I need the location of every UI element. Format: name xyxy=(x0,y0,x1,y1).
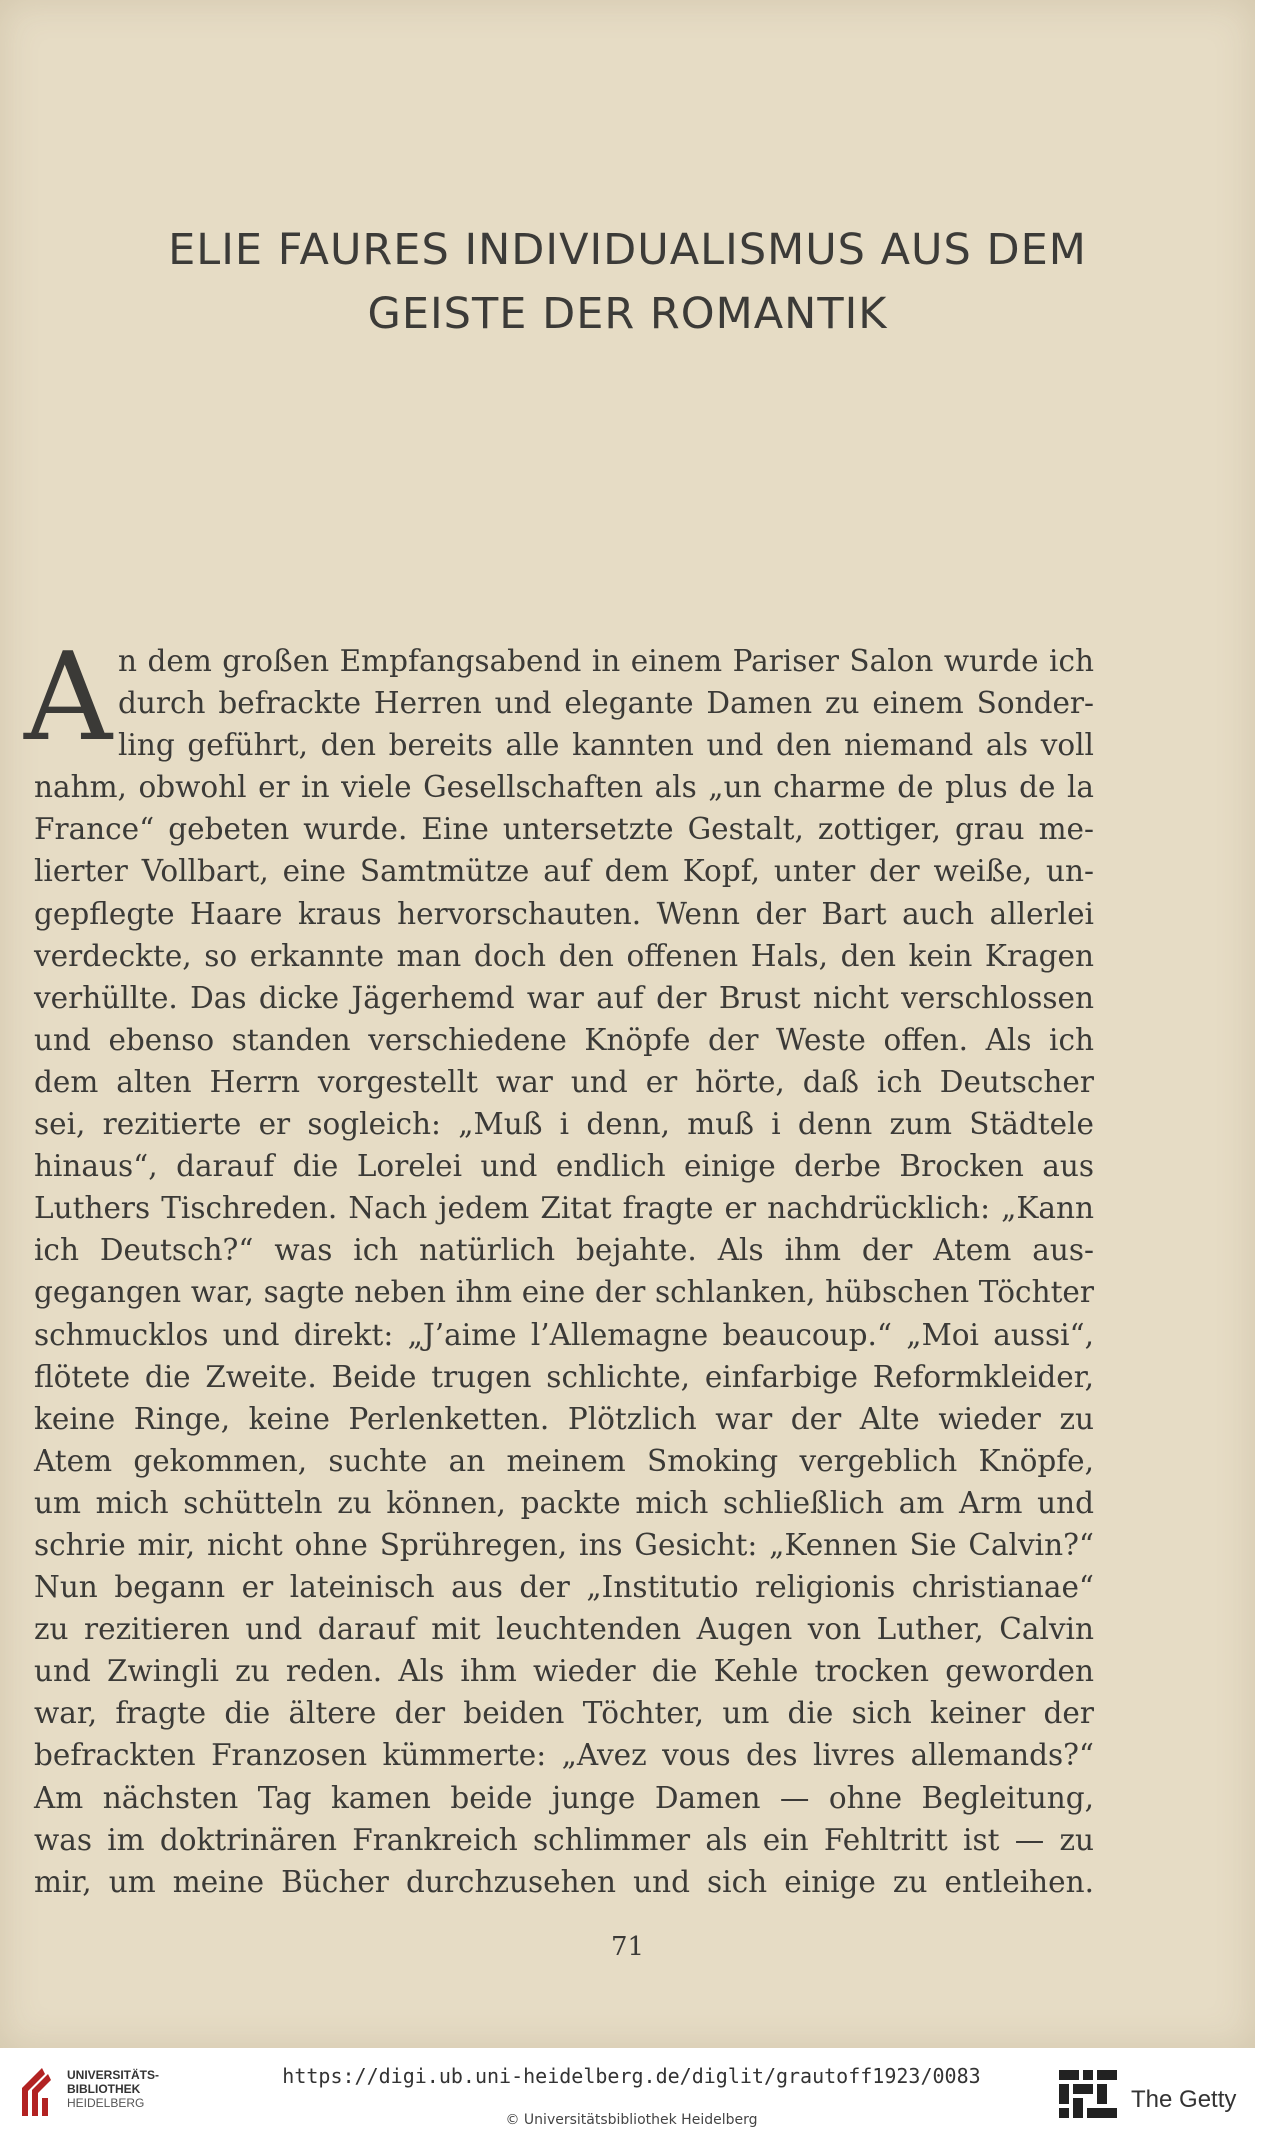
body-paragraph xyxy=(34,640,1094,1903)
text-line: zu rezitieren und darauf mit leuchtenden Augen von Luther, Calvin xyxy=(34,1612,1094,1647)
text-line: mir, um meine Bücher durchzusehen und sich einige zu entleihen. xyxy=(34,1864,1094,1899)
text-line: und ebenso standen verschiedene Knöpfe der Weste offen. Als ich xyxy=(34,1022,1094,1057)
text-line: schrie mir, nicht ohne Sprühregen, ins Gesicht: „Kennen Sie Calvin?“ xyxy=(34,1527,1094,1562)
text-line: flötete die Zweite. Beide trugen schlichte, einfarbige Reformkleider, xyxy=(34,1359,1094,1394)
drop-cap: A xyxy=(24,626,113,768)
text-line: schmucklos und direkt: „J’aime l’Allemagne beaucoup.“ „Moi aussi“, xyxy=(34,1317,1094,1352)
text-line: ich Deutsch?“ was ich natürlich bejahte. Als ihm der Atem aus- xyxy=(34,1233,1094,1268)
text-line: gepflegte Haare kraus hervorschauten. Wenn der Bart auch allerlei xyxy=(34,896,1094,931)
library-name: UNIVERSITÄTS- BIBLIOTHEK HEIDELBERG xyxy=(67,2068,160,2110)
text-line: keine Ringe, keine Perlenketten. Plötzlich war der Alte wieder zu xyxy=(34,1401,1094,1436)
text-line: Nun begann er lateinisch aus der „Institutio religionis christianae“ xyxy=(34,1570,1094,1605)
title-line-1: ELIE FAURES INDIVIDUALISMUS AUS DEM xyxy=(168,225,1087,275)
getty-label: The Getty xyxy=(1131,2086,1237,2113)
text-line: verdeckte, so erkannte man doch den offenen Hals, den kein Kragen xyxy=(34,938,1094,973)
getty-logo[interactable] xyxy=(1055,2066,1245,2126)
copyright-notice: © Universitätsbibliothek Heidelberg xyxy=(505,2112,758,2128)
text-line: was im doktrinären Frankreich schlimmer als ein Fehltritt ist — zu xyxy=(34,1822,1094,1857)
footer-bar xyxy=(0,2048,1263,2140)
text-line: dem alten Herrn vorgestellt war und er hörte, daß ich Deutscher xyxy=(34,1064,1094,1099)
text-line: Luthers Tischreden. Nach jedem Zitat fragte er nachdrücklich: „Kann xyxy=(34,1191,1094,1226)
text-line: gegangen war, sagte neben ihm eine der schlanken, hübschen Töchter xyxy=(34,1275,1094,1310)
text-line: befrackten Franzosen kümmerte: „Avez vous des livres allemands?“ xyxy=(34,1738,1094,1773)
text-line: verhüllte. Das dicke Jägerhemd war auf der Brust nicht verschlossen xyxy=(34,980,1094,1015)
text-line: France“ gebeten wurde. Eine untersetzte Gestalt, zottiger, grau me- xyxy=(34,812,1094,847)
permalink-url[interactable]: https://digi.ub.uni-heidelberg.de/diglit/grautoff1923/0083 xyxy=(282,2064,981,2088)
text-line: Am nächsten Tag kamen beide junge Damen — ohne Begleitung, xyxy=(34,1780,1094,1815)
text-line: durch befrackte Herren und elegante Damen zu einem Sonder- xyxy=(118,686,1094,721)
text-line: um mich schütteln zu können, packte mich schließlich am Arm und xyxy=(34,1485,1094,1520)
text-line: war, fragte die ältere der beiden Töchter, um die sich keiner der xyxy=(34,1696,1094,1731)
page-title xyxy=(0,218,1255,346)
text-line: ling geführt, den bereits alle kannten und den niemand als voll xyxy=(118,728,1094,763)
title-line-2: GEISTE DER ROMANTIK xyxy=(367,289,888,339)
text-line: n dem großen Empfangsabend in einem Pariser Salon wurde ich xyxy=(118,644,1094,678)
text-line: und Zwingli zu reden. Als ihm wieder die Kehle trocken geworden xyxy=(34,1654,1094,1689)
text-line: nahm, obwohl er in viele Gesellschaften als „un charme de plus de la xyxy=(34,770,1094,805)
text-line: lierter Vollbart, eine Samtmütze auf dem Kopf, unter der weiße, un- xyxy=(34,854,1094,889)
text-line: Atem gekommen, suchte an meinem Smoking vergeblich Knöpfe, xyxy=(34,1443,1094,1478)
text-line: sei, rezitierte er sogleich: „Muß i denn, muß i denn zum Städtele xyxy=(34,1107,1094,1142)
getty-logo-icon xyxy=(1055,2066,1121,2124)
page-number: 71 xyxy=(610,1932,645,1962)
text-line: hinaus“, darauf die Lorelei und endlich einige derbe Brocken aus xyxy=(34,1149,1094,1184)
